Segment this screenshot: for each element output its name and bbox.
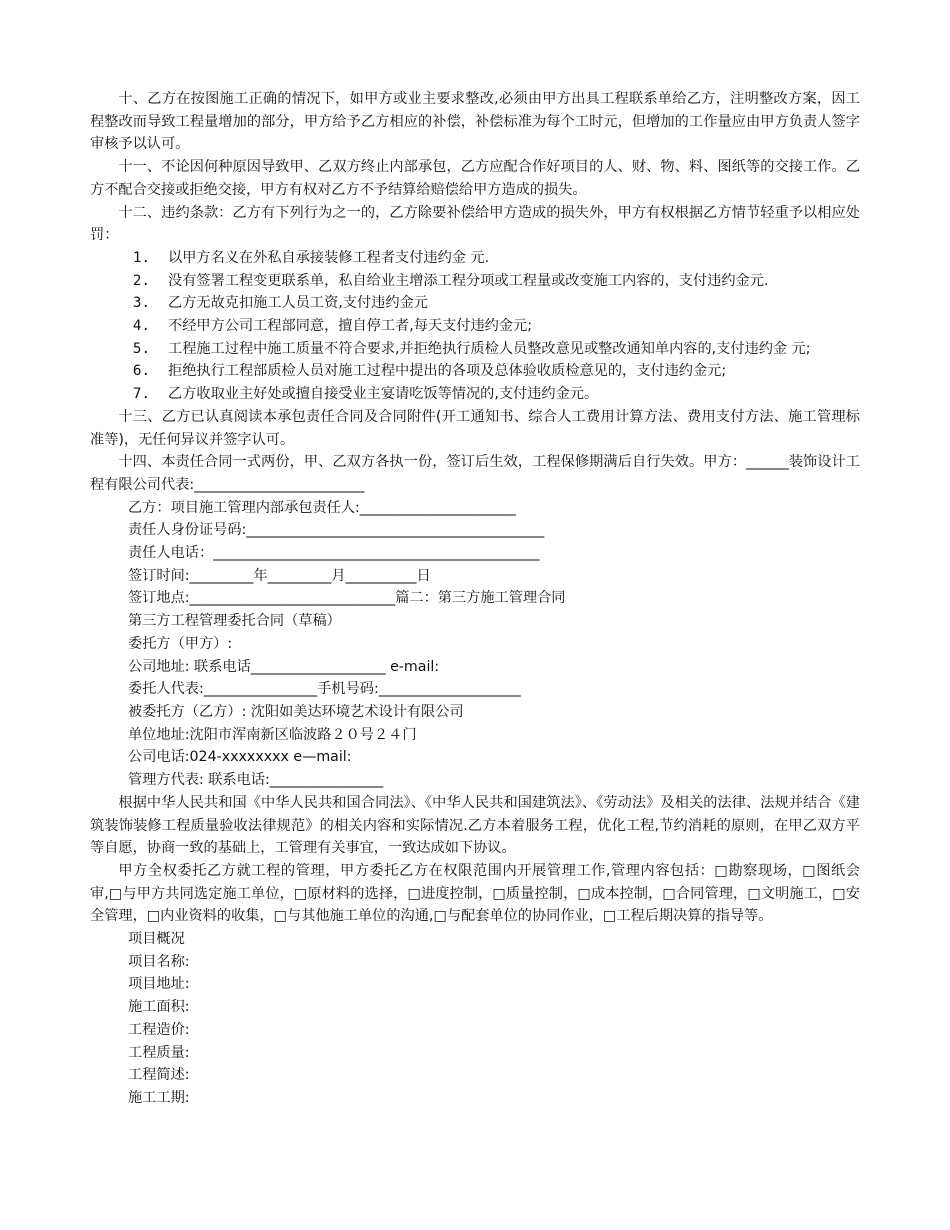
clause-12: 十二、违约条款：乙方有下列行为之一的，乙方除要补偿给甲方造成的损失外，甲方有权根据乙方情节轻重予以相应处罚： — [90, 204, 860, 244]
clause-14: 十四、本责任合同一式两份，甲、乙双方各执一份，签订后生效，工程保修期满后自行失效。甲方：______装饰设计工程有限公司代表:________________________ — [90, 454, 860, 493]
penalty-item — [90, 360, 860, 383]
signature-line: 委托方（甲方）: — [128, 635, 233, 652]
penalty-number: 3. — [132, 295, 150, 312]
clause-13: 十三、乙方已认真阅读本承包责任合同及合同附件(开工通知书、综合人工费用计算方法、费用支付方法、施工管理标准等)，无任何异议并签字认可。 — [90, 408, 860, 448]
penalty-text: 乙方无故克扣施工人员工资,支付违约金元 — [168, 295, 428, 312]
signature-line: 单位地址:沈阳市浑南新区临波路２０号２４门 — [128, 726, 417, 743]
penalty-item — [90, 315, 860, 338]
overview-field: 工程简述: — [128, 1067, 190, 1084]
signature-line: 被委托方（乙方）: 沈阳如美达环境艺术设计有限公司 — [128, 703, 464, 720]
penalty-text: 乙方收取业主好处或擅自接受业主宴请吃饭等情况的,支付违约金元。 — [168, 386, 599, 403]
signature-line: 委托人代表:________________手机号码:____________________ — [128, 681, 521, 698]
signature-line: 签订地点:_____________________________篇二：第三方施工管理合同 — [128, 590, 566, 607]
agreement-scope: 甲方全权委托乙方就工程的管理，甲方委托乙方在权限范围内开展管理工作,管理内容包括：□勘察现场，□图纸会审,□与甲方共同选定施工单位，□原材料的选择，□进度控制，□质量控制，□成本控制，□合同管理，□文明施工，□安全管理，□内业资料的收集，□与其他施工单位的沟通,□与配套单位的协同作业，□工程后期决算的指导等。 — [90, 862, 860, 925]
signature-block — [90, 497, 860, 792]
penalty-number: 1. — [132, 249, 150, 266]
penalty-number: 2. — [132, 272, 150, 289]
signature-line: 公司电话:024-xxxxxxxx e—mail: — [128, 749, 352, 766]
penalty-text: 拒绝执行工程部质检人员对施工过程中提出的各项及总体验收质检意见的，支付违约金元; — [168, 363, 727, 380]
signature-line: 乙方：项目施工管理内部承包责任人:______________________ — [128, 499, 516, 516]
signature-line: 公司地址: 联系电话___________________ e-mail: — [128, 658, 440, 675]
penalty-text: 不经甲方公司工程部同意，擅自停工者,每天支付违约金元; — [168, 318, 532, 335]
overview-field: 施工工期: — [128, 1089, 190, 1106]
penalty-number: 4. — [132, 318, 150, 335]
signature-line: 责任人电话：______________________________________________ — [128, 545, 540, 562]
penalty-item — [90, 383, 860, 406]
penalty-item — [90, 270, 860, 293]
overview-field: 项目地址: — [128, 976, 190, 993]
penalty-text: 没有签署工程变更联系单，私自给业主增添工程分项或工程量或改变施工内容的，支付违约金元. — [168, 272, 769, 289]
penalty-number: 5. — [132, 340, 150, 357]
overview-field: 工程质量: — [128, 1044, 190, 1061]
penalty-number: 7. — [132, 386, 150, 403]
signature-line: 责任人身份证号码:__________________________________________ — [128, 522, 545, 539]
clause-10: 十、乙方在按图施工正确的情况下，如甲方或业主要求整改,必须由甲方出具工程联系单给乙方，注明整改方案，因工程整改而导致工程量增加的部分，甲方给予乙方相应的补偿，补偿标准为每个工时元，但增加的工作量应由甲方负责人签字审核予以认可。 — [90, 91, 860, 153]
agreement-basis: 根据中华人民共和国《中华人民共和国合同法》、《中华人民共和国建筑法》、《劳动法》及相关的法律、法规并结合《建筑装饰装修工程质量验收法律规范》的相关内容和实际情况.乙方本着服务工程，优化工程,节约消耗的原则，在甲乙双方平等自愿，协商一致的基础上，工管理有关事宜，一致达成如下协议。 — [90, 794, 860, 857]
project-overview — [90, 928, 860, 1110]
overview-field: 项目名称: — [128, 953, 190, 970]
penalty-item — [90, 247, 860, 270]
signature-line: 签订时间:_________年_________月__________日 — [128, 567, 431, 584]
overview-heading: 项目概况 — [128, 931, 185, 948]
penalty-list — [90, 247, 860, 406]
contract-title: 第三方工程管理委托合同（草稿） — [128, 613, 341, 630]
overview-field: 工程造价: — [128, 1021, 190, 1038]
clause-11: 十一、不论因何种原因导致甲、乙双方终止内部承包，乙方应配合作好项目的人、财、物、料、图纸等的交接工作。乙方不配合交接或拒绝交接，甲方有权对乙方不予结算给赔偿给甲方造成的损失。 — [90, 159, 860, 198]
penalty-text: 以甲方名义在外私自承接装修工程者支付违约金 元. — [168, 249, 490, 266]
signature-line: 管理方代表: 联系电话:________________ — [128, 772, 384, 789]
penalty-text: 工程施工过程中施工质量不符合要求,并拒绝执行质检人员整改意见或整改通知单内容的,支付违约金 元; — [168, 340, 811, 357]
penalty-item — [90, 338, 860, 361]
penalty-number: 6. — [132, 363, 150, 380]
overview-field: 施工面积: — [128, 999, 190, 1016]
penalty-item — [90, 292, 860, 315]
